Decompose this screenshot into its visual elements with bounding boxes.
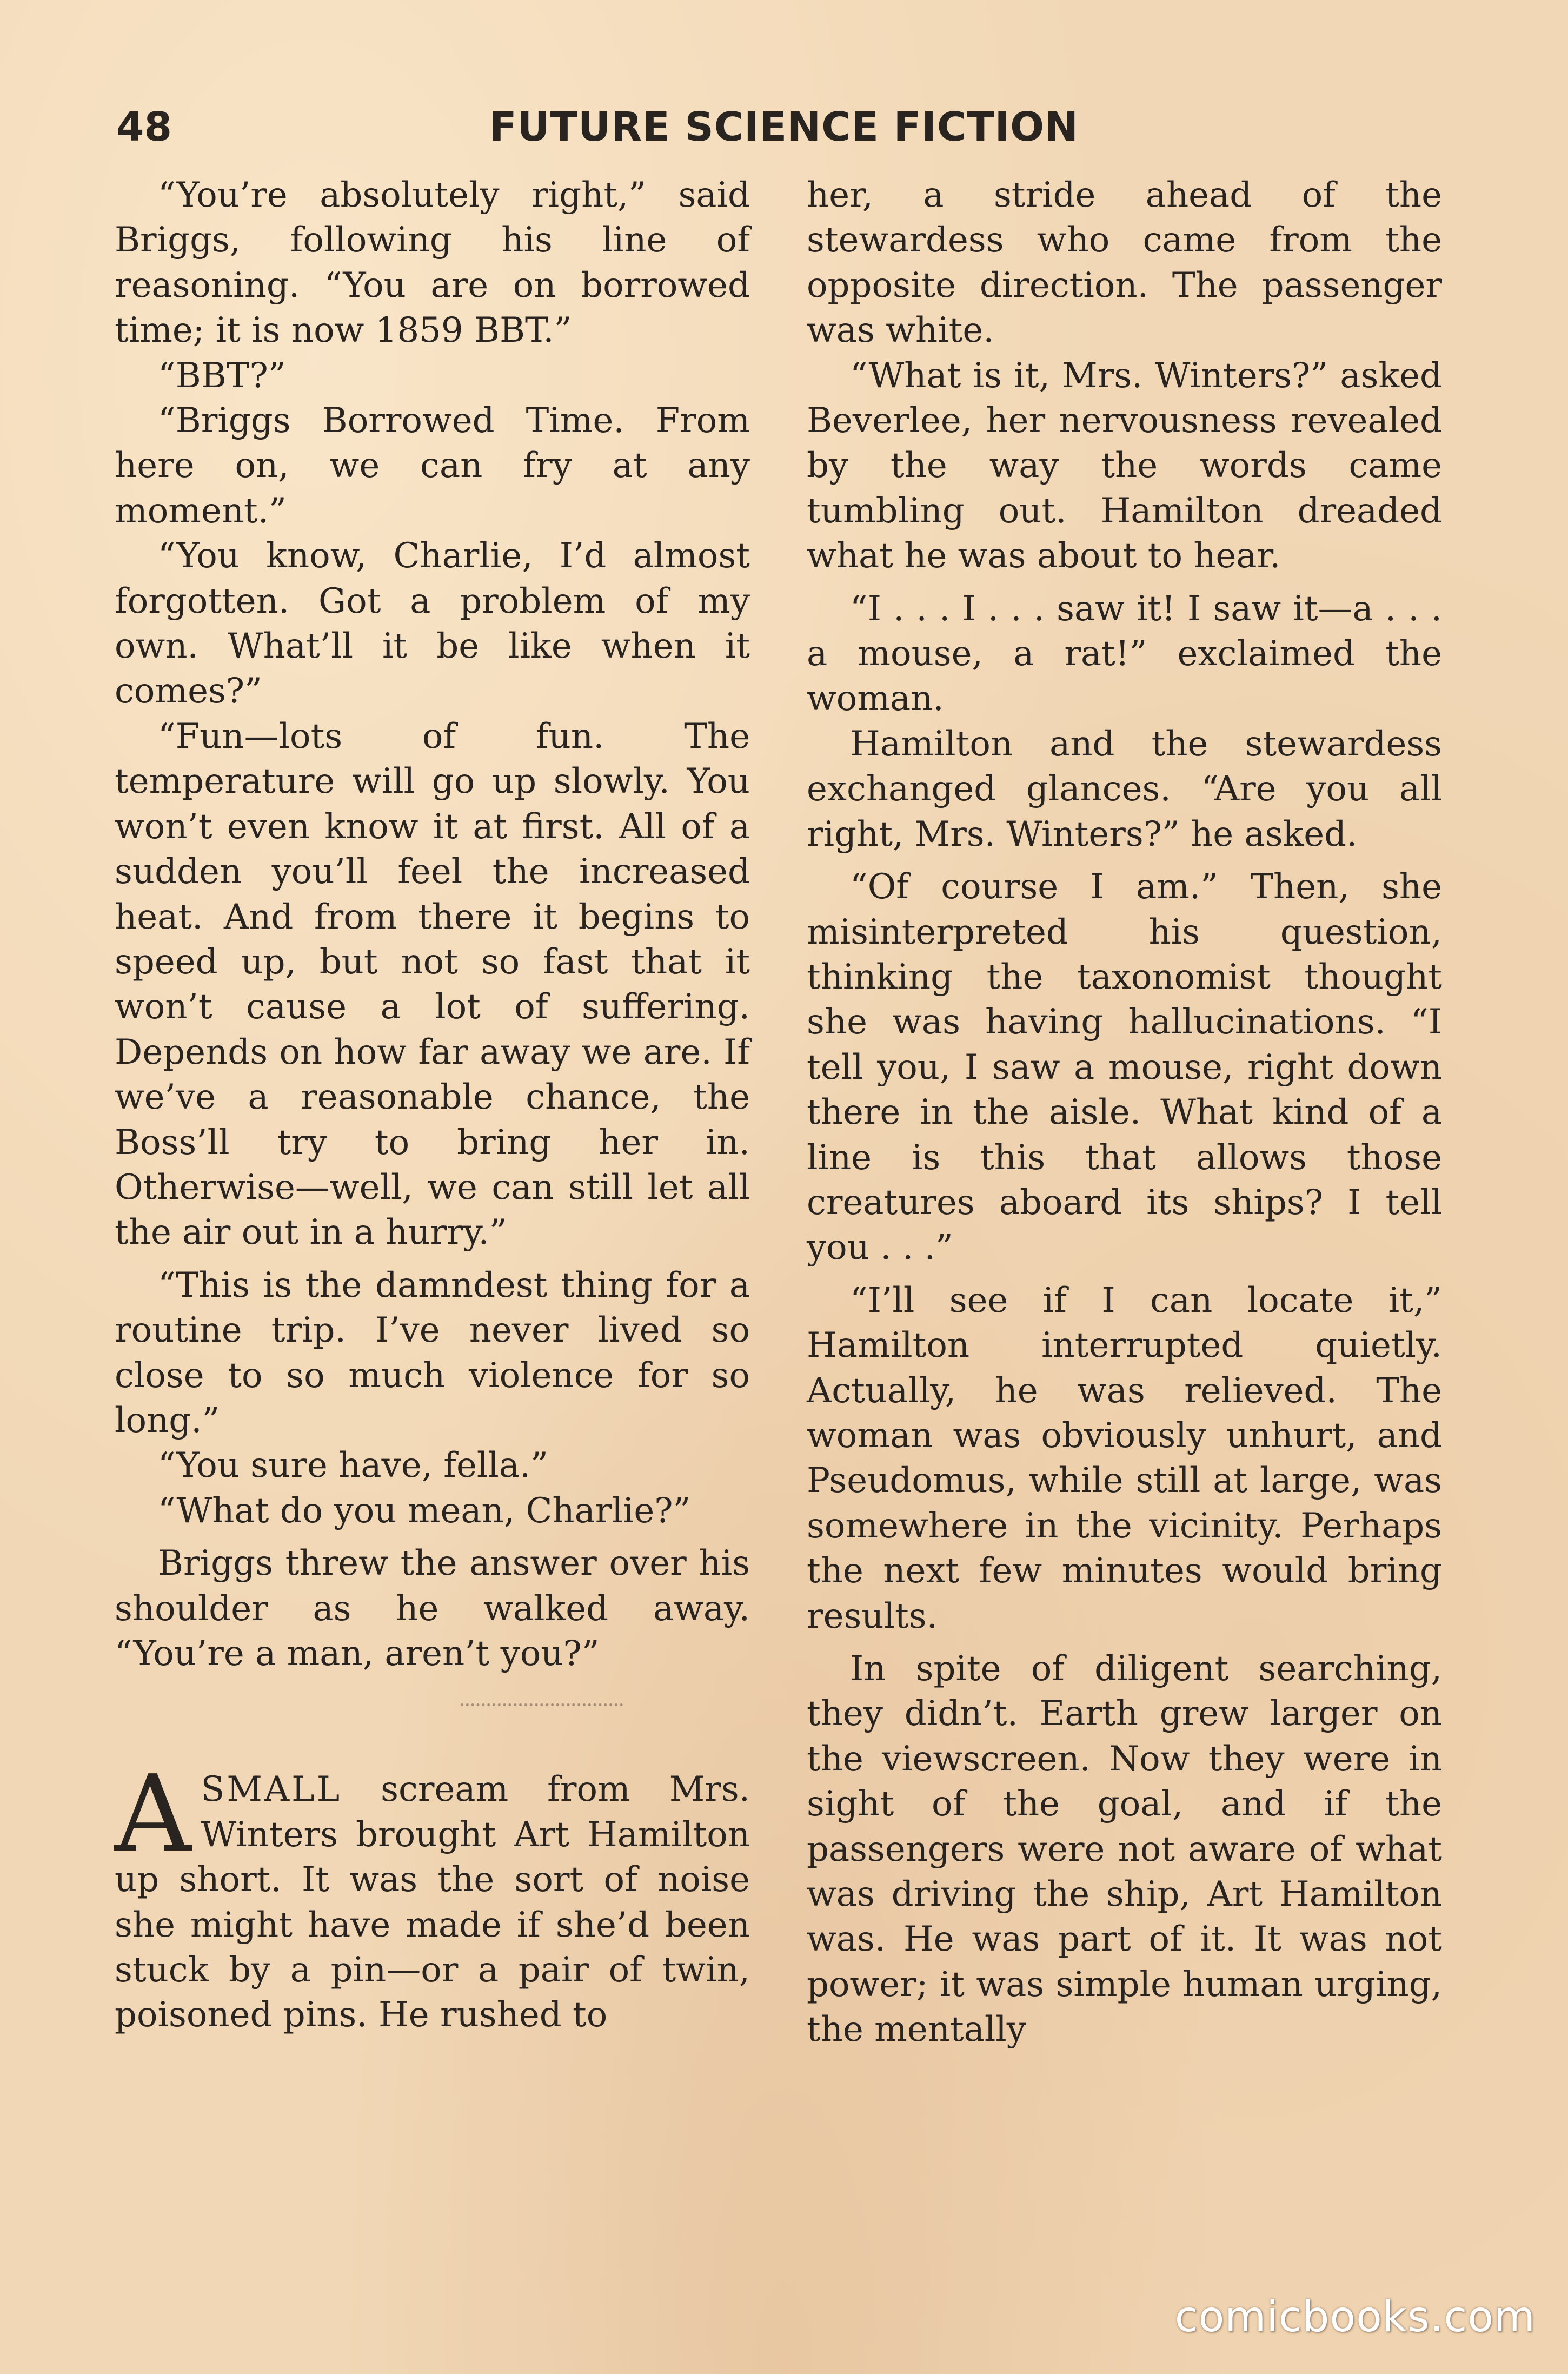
page-header — [116, 97, 1452, 157]
paragraph: “Briggs Borrowed Time. From here on, we can fry at any moment.” — [115, 401, 750, 531]
section-opening-paragraph — [115, 1753, 750, 2038]
paragraph: “I’ll see if I can locate it,” Hamilton interrupted quietly. Actually, he was relieved. The woman was obviously unhurt, and Pseudomus, while still at large, was somewhere in the vicinity. Perhaps the next few minutes would bring results. — [807, 1280, 1442, 1636]
paragraph: “You’re absolutely right,” said Briggs, following his line of reasoning. “You are on borrowed time; it is now 1859 BBT.” — [115, 175, 750, 351]
paragraph: her, a stride ahead of the stewardess who came from the opposite direction. The passenger was white. — [807, 175, 1442, 351]
paragraph: “BBT?” — [158, 355, 286, 396]
running-title: FUTURE SCIENCE FICTION — [489, 104, 1079, 150]
paragraph: “I . . . I . . . saw it! I saw it—a . . . a mouse, a rat!” exclaimed the woman. — [807, 588, 1442, 719]
paragraph: “You sure have, fella.” — [158, 1445, 548, 1486]
left-column — [115, 173, 750, 2038]
paragraph: Hamilton and the stewardess exchanged glances. “Are you all right, Mrs. Winters?” he asked. — [807, 724, 1442, 854]
paragraph: “Fun—lots of fun. The temperature will go up slowly. You won’t even know it at first. All of a sudden you’ll feel the increased heat. And from there it begins to speed up, but not so fast that it won’t cause a lot of suffering. Depends on how far away we are. If we’ve a reasonable chance, the Boss’ll try to bring her in. Otherwise—well, we can still let all the air out in a hurry.” — [115, 716, 750, 1253]
page-number: 48 — [116, 104, 172, 150]
drop-cap: A — [115, 1753, 191, 1876]
right-column — [807, 173, 1442, 2053]
paragraph: “Of course I am.” Then, she misinterpreted his question, thinking the taxonomist thought she was having hallucinations. “I tell you, I saw a mouse, right down there in the aisle. What kind of a line is this that allows those creatures aboard its ships? I tell you . . .” — [807, 867, 1442, 1268]
site-watermark: comicbooks.com — [1174, 2293, 1536, 2342]
section-break-rule — [461, 1703, 623, 1706]
paragraph: “This is the damndest thing for a routine trip. I’ve never lived so close to so much violence for so long.” — [115, 1265, 750, 1441]
paragraph: “What is it, Mrs. Winters?” asked Beverlee, her nervousness revealed by the way the words came tumbling out. Hamilton dreaded what he was about to hear. — [807, 355, 1442, 576]
paragraph: “You know, Charlie, I’d almost forgotten. Got a problem of my own. What’ll it be like when it comes?” — [115, 536, 750, 712]
paragraph: In spite of diligent searching, they didn’t. Earth grew larger on the viewscreen. Now they were in sight of the goal, and if the passengers were not aware of what was driving the ship, Art Hamilton was. He was part of it. It was not power; it was simple human urging, the mentally — [807, 1649, 1442, 2050]
paragraph: “What do you mean, Charlie?” — [158, 1490, 691, 1531]
section-break — [115, 1676, 750, 1767]
section-opening-text: scream from Mrs. Winters brought Art Hamilton up short. It was the sort of noise she might have made if she’d been stuck by a pin—or a pair of twin, poisoned pins. He rushed to — [115, 1769, 750, 2035]
small-caps-lead: SMALL — [201, 1769, 342, 1810]
paragraph: Briggs threw the answer over his shoulder as he walked away. “You’re a man, aren’t you?” — [115, 1543, 750, 1674]
